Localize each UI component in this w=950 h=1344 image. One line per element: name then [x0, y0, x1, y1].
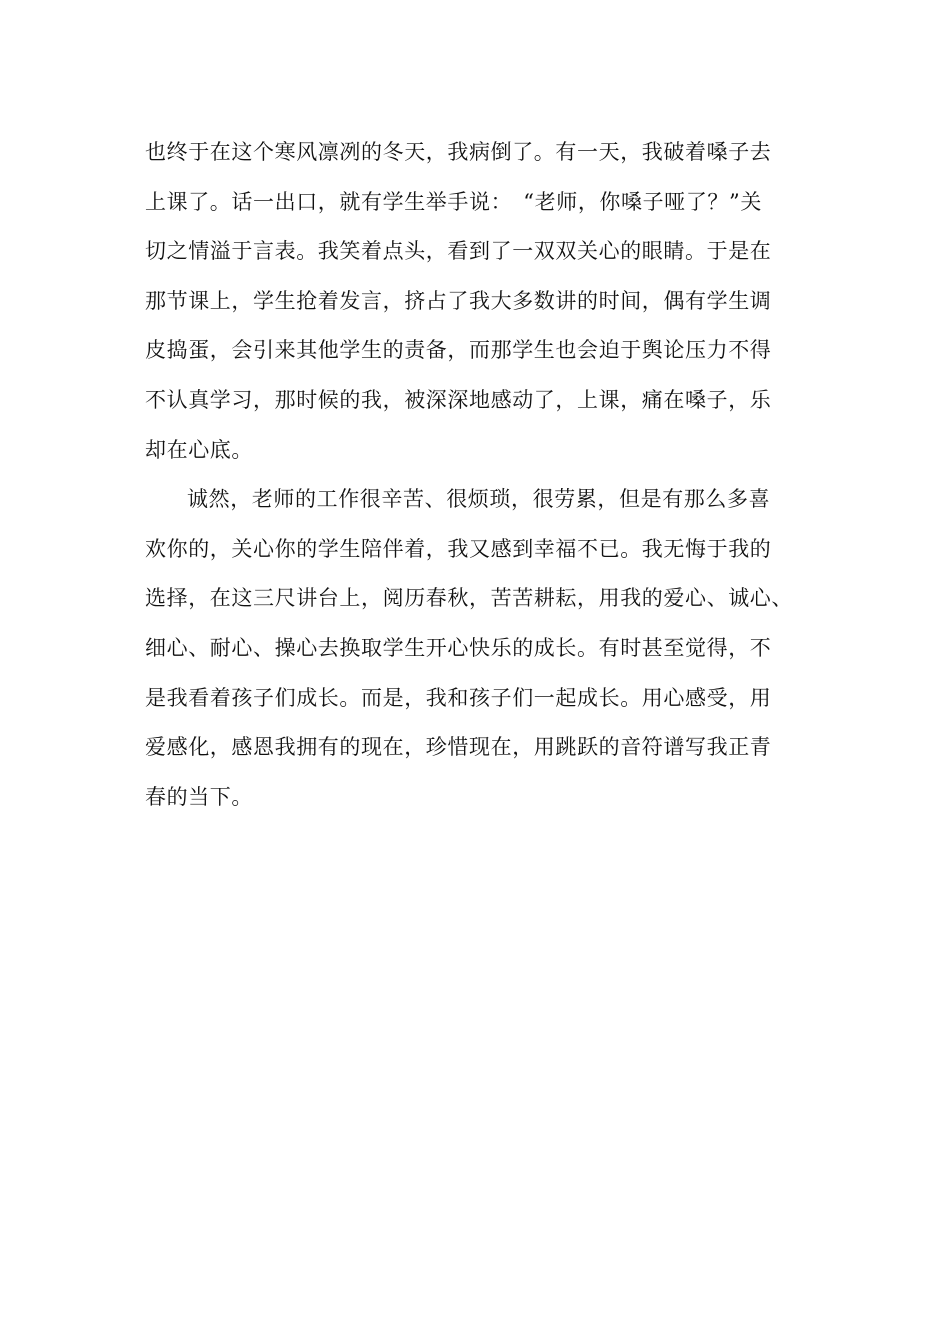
text-line: 切之情溢于言表。我笑着点头，看到了一双双关心的眼睛。于是在: [145, 239, 772, 264]
text-line: 细心、耐心、操心去换取学生开心快乐的成长。有时甚至觉得，不: [145, 635, 772, 660]
text-line: 那节课上，学生抢着发言，挤占了我大多数讲的时间，偶有学生调: [145, 288, 772, 313]
text-line: 也终于在这个寒风凛冽的冬天，我病倒了。有一天，我破着嗓子去: [145, 140, 772, 164]
text-line: 不认真学习，那时候的我，被深深地感动了，上课，痛在嗓子，乐: [145, 387, 772, 412]
text-line: 上课了。话一出口，就有学生举手说： “老师，你嗓子哑了？”关: [145, 189, 762, 214]
text-line: 却在心底。: [145, 437, 253, 462]
paragraph-2: [145, 475, 825, 822]
text-line: 选择，在这三尺讲台上，阅历春秋，苦苦耕耘，用我的爱心、诚心、: [145, 586, 793, 611]
body-text: [145, 128, 825, 822]
text-line: 皮捣蛋，会引来其他学生的责备，而那学生也会迫于舆论压力不得: [145, 338, 772, 363]
text-line: 爱感化，感恩我拥有的现在，珍惜现在，用跳跃的音符谱写我正青: [145, 735, 772, 760]
text-line: 诚然，老师的工作很辛苦、很烦琐，很劳累，但是有那么多喜: [187, 487, 771, 512]
text-line: 是我看着孩子们成长。而是，我和孩子们一起成长。用心感受，用: [145, 685, 772, 710]
text-line: 欢你的，关心你的学生陪伴着，我又感到幸福不已。我无悔于我的: [145, 536, 772, 561]
paragraph-1: [145, 128, 825, 475]
text-line: 春的当下。: [145, 784, 253, 809]
